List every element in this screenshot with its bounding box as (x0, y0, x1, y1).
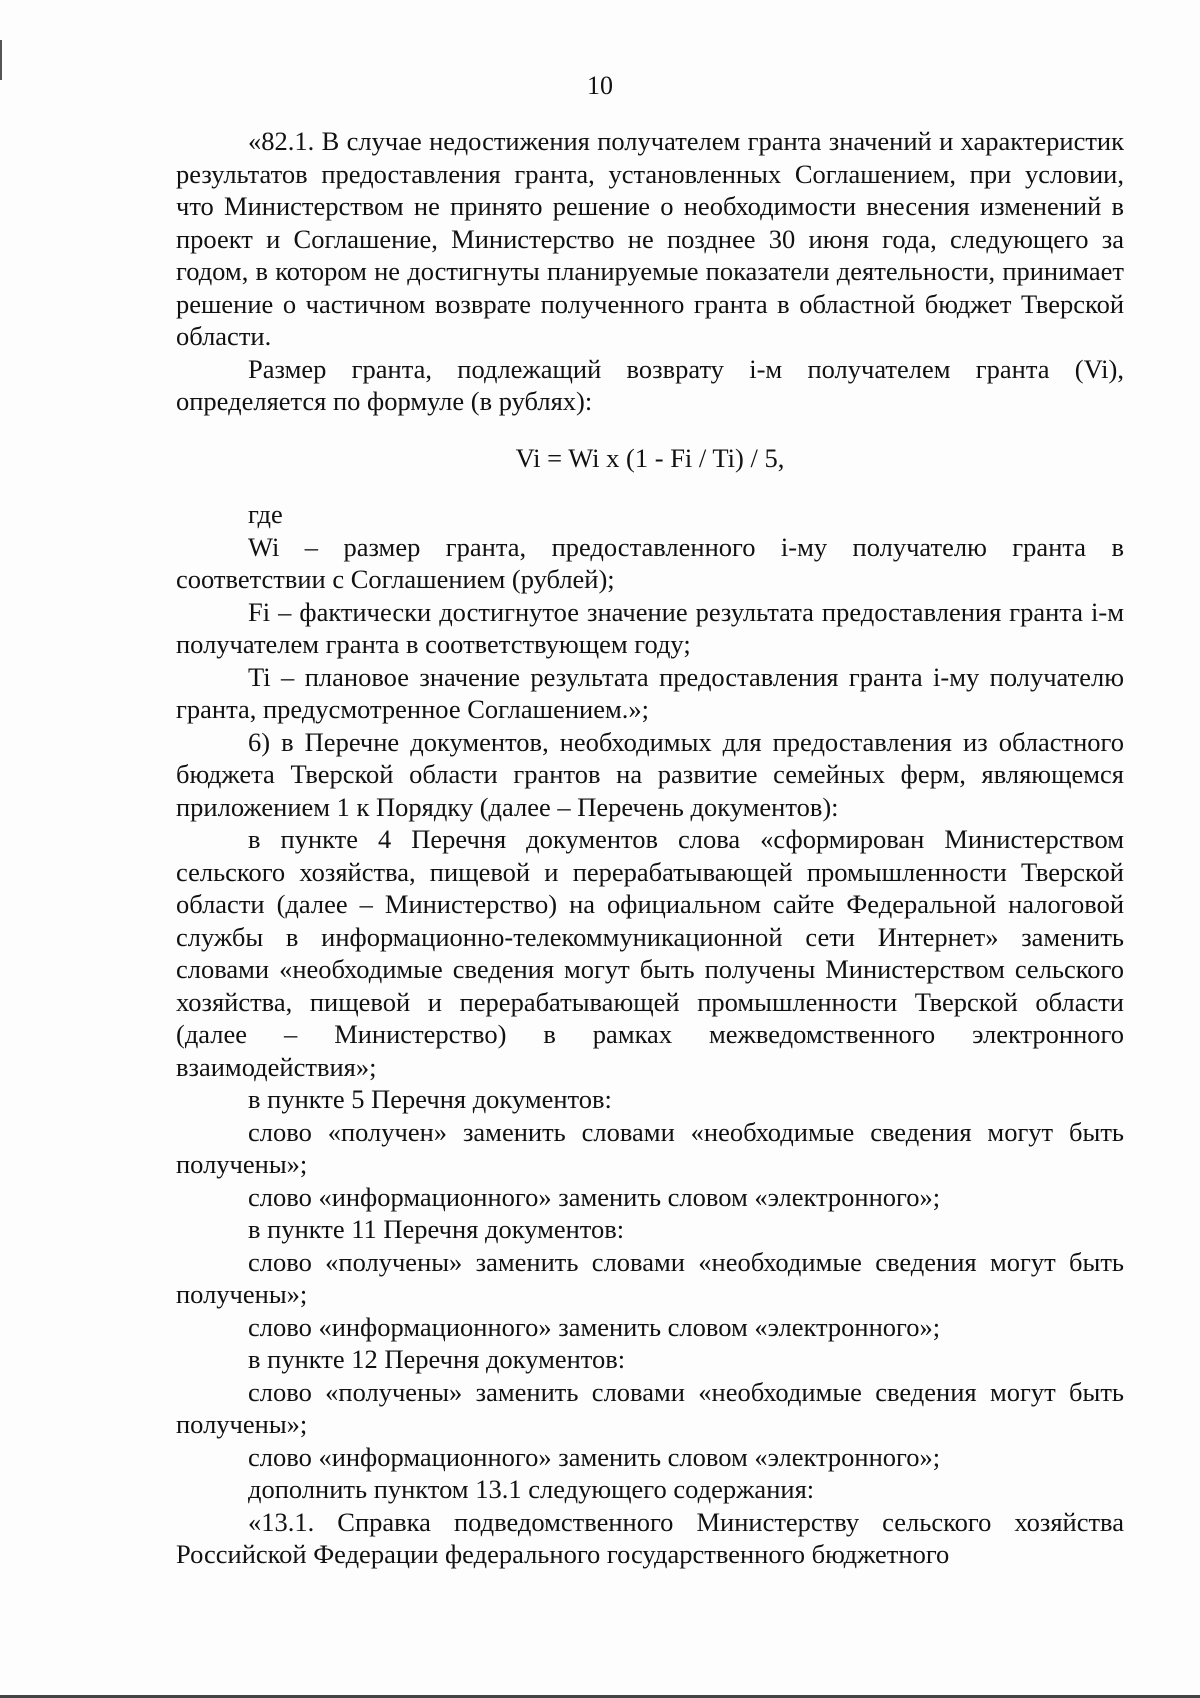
amendment-point-4: в пункте 4 Перечня документов слова «сформирован Министерством сельского хозяйства, пищевой и перерабатывающей промышленности Тверской области (далее – Министерство) на официальном сайте Федеральной налоговой службы в информационно-телекоммуникационной сети Интернет» заменить словами «необходимые сведения могут быть получены Министерством сельского хозяйства, пищевой и перерабатывающей промышленности Тверской области (далее – Министерство) в рамках межведомственного электронного взаимодействия»; (176, 824, 1124, 1082)
definition-wi: Wi – размер гранта, предоставленного i-му получателю гранта в соответствии с Соглашением (рублей); (176, 531, 1124, 594)
amendment-point-13-1-heading: дополнить пунктом 13.1 следующего содержания: (248, 1474, 815, 1504)
amendment-point-12-heading: в пункте 12 Перечня документов: (248, 1344, 626, 1374)
formula: Vi = Wi x (1 - Fi / Ti) / 5, (515, 442, 785, 473)
amendment-point-13-1-text: «13.1. Справка подведомственного Министерству сельского хозяйства Российской Федерации федерального государственного бюджетного (176, 1506, 1124, 1569)
amendment-point-11-heading: в пункте 11 Перечня документов: (248, 1214, 625, 1244)
where-label: где (248, 499, 283, 529)
amendment-point-5-word-2: слово «информационного» заменить словом «электронного»; (248, 1181, 941, 1212)
amendment-point-11-word-1: слово «получены» заменить словами «необходимые сведения могут быть получены»; (176, 1246, 1124, 1309)
amendment-point-12-word-2: слово «информационного» заменить словом «электронного»; (248, 1441, 941, 1472)
amendment-point-5-heading: в пункте 5 Перечня документов: (248, 1084, 612, 1114)
amendment-point-5-word-1: слово «получен» заменить словами «необходимые сведения могут быть получены»; (176, 1116, 1124, 1179)
definition-fi: Fi – фактически достигнутое значение результата предоставления гранта i-м получателем гранта в соответствующем году; (176, 596, 1124, 659)
page-number: 10 (587, 71, 613, 100)
amendment-point-11-word-2: слово «информационного» заменить словом «электронного»; (248, 1311, 941, 1342)
paragraph-grant-size: Размер гранта, подлежащий возврату i-м получателем гранта (Vi), определяется по формуле (в рублях): (176, 353, 1124, 416)
amendment-item-6: 6) в Перечне документов, необходимых для предоставления из областного бюджета Тверской области грантов на развитие семейных ферм, являющемся приложением 1 к Порядку (далее – Перечень документов): (176, 726, 1124, 822)
document-body (176, 125, 1124, 1571)
amendment-point-12-word-1: слово «получены» заменить словами «необходимые сведения могут быть получены»; (176, 1376, 1124, 1439)
paragraph-82-1: «82.1. В случае недостижения получателем гранта значений и характеристик результатов предоставления гранта, установленных Соглашением, при условии, что Министерством не принято решение о необходимости внесения изменений в проект и Соглашение, Министерство не позднее 30 июня года, следующего за годом, в котором не достигнуты планируемые показатели деятельности, принимает решение о частичном возврате полученного гранта в областной бюджет Тверской области. (176, 126, 1124, 351)
definition-ti: Ti – плановое значение результата предоставления гранта i-му получателю гранта, предусмотренное Соглашением.»; (176, 661, 1124, 724)
